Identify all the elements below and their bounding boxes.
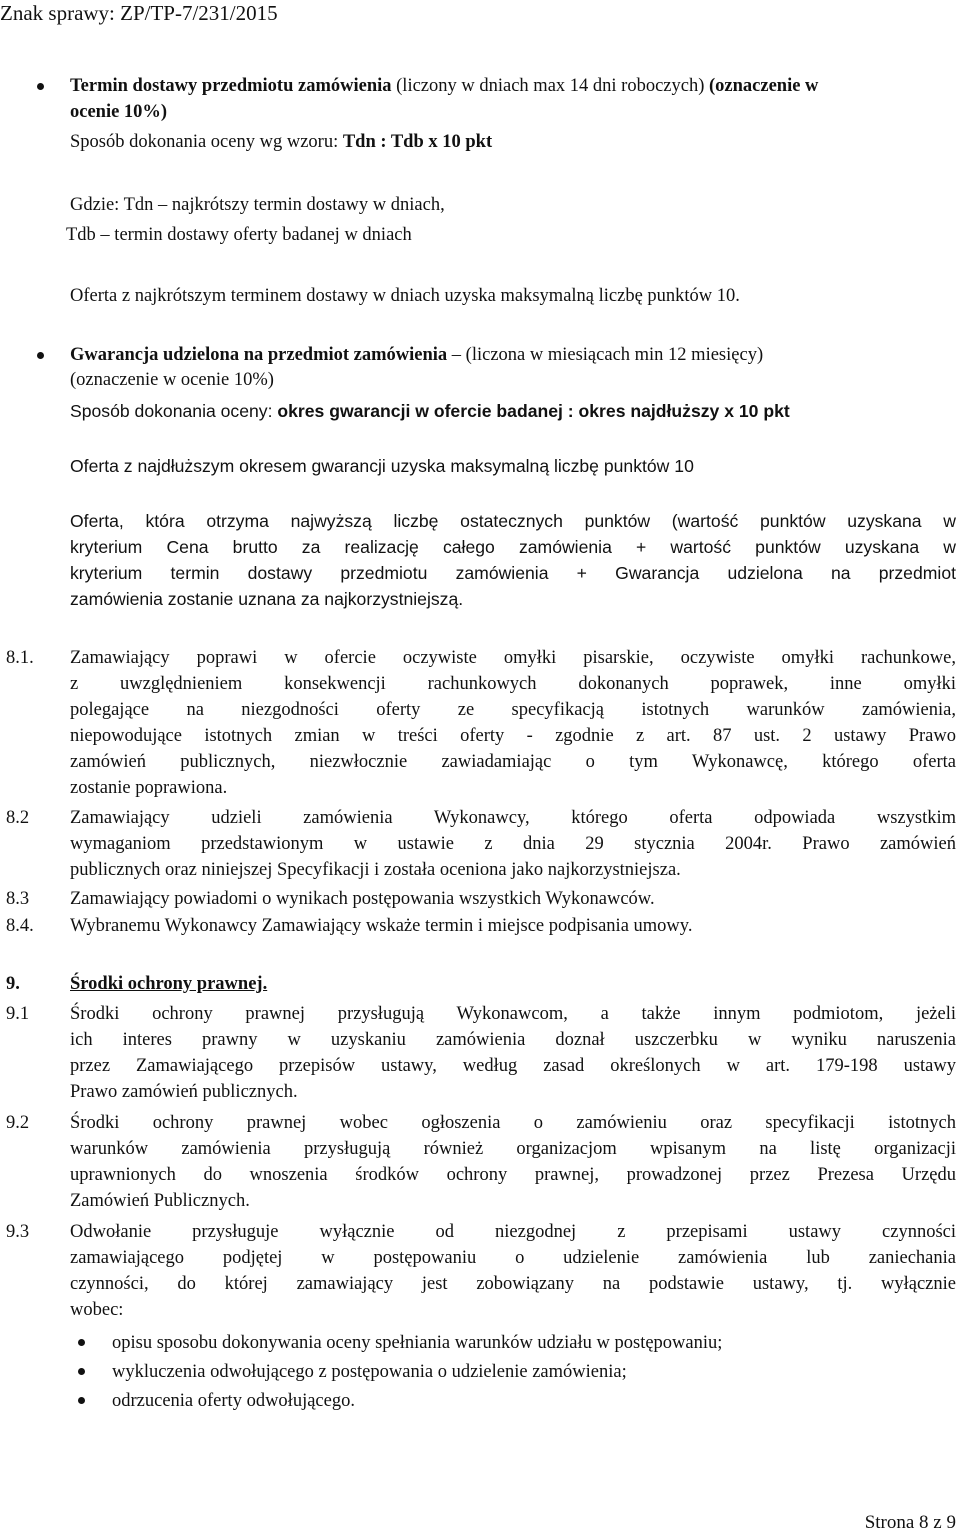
warranty-summary (70, 508, 956, 612)
item-line: wymaganiom przedstawionym w ustawie z dnia 29 stycznia 2004r. Prawo zamówień (70, 834, 956, 854)
item-line: uprawnionych do wnoszenia środków ochrony prawnej, prowadzonej przez Prezesa Urzędu (70, 1165, 956, 1185)
item-line: zamawiającego podjętej w postępowaniu o udzielenie zamówienia lub zaniechania (70, 1248, 956, 1268)
item-number: 9.2 (6, 1113, 30, 1133)
summary-line: kryterium termin dostawy przedmiotu zamówienia + Gwarancja udzielona na przedmiot (70, 563, 956, 583)
bullet-icon (78, 1339, 85, 1346)
bullet-icon (78, 1368, 85, 1375)
item-line: czynności, do której zamawiający jest zobowiązany na podstawie ustawy, tj. wyłącznie (70, 1274, 956, 1294)
item-9-2 (70, 1110, 956, 1214)
item-line: z uwzględnieniem konsekwencji rachunkowych dokonanych poprawek, inne omyłki (70, 674, 956, 694)
item-line: przez Zamawiającego przepisów ustawy, według zasad określonych w art. 179-198 ustawy (70, 1056, 956, 1076)
item-9-3 (70, 1219, 956, 1323)
item-line: zostanie poprawiona. (70, 778, 228, 798)
case-number: Znak sprawy: ZP/TP-7/231/2015 (0, 1, 278, 25)
bullet-icon (37, 352, 44, 359)
item-line: niepowodujące istotnych zmian w treści oferty - zgodnie z art. 87 ust. 2 ustawy Prawo (70, 726, 956, 746)
warranty-formula-prefix: Sposób dokonania oceny: (70, 401, 278, 421)
warranty-criterion-weight: (oznaczenie w ocenie 10%) (70, 370, 274, 390)
bullet-icon (78, 1397, 85, 1404)
item-line: zamówień publicznych, niezwłocznie zawiadamiając o tym Wykonawcę, którego oferta (70, 752, 956, 772)
delivery-note: Oferta z najkrótszym terminem dostawy w dniach uzyska maksymalną liczbę punktów 10. (70, 286, 740, 306)
item-9-1 (70, 1001, 956, 1105)
item-8-3: Zamawiający powiadomi o wynikach postępowania wszystkich Wykonawców. (70, 889, 655, 909)
list-item: opisu sposobu dokonywania oceny spełniania warunków udziału w postępowaniu; (112, 1333, 723, 1353)
warranty-criterion-title: Gwarancja udzielona na przedmiot zamówienia (70, 345, 448, 365)
delivery-criterion-weight-line2 (70, 99, 167, 125)
delivery-criterion-weight: (oznaczenie w (709, 76, 819, 96)
summary-line: zamówienia zostanie uznana za najkorzystniejszą. (70, 589, 464, 609)
delivery-where-2: Tdb – termin dostawy oferty badanej w dniach (66, 225, 412, 245)
item-line: Prawo zamówień publicznych. (70, 1082, 298, 1102)
item-line: Zamawiający udzieli zamówienia Wykonawcy, którego oferta odpowiada wszystkim (70, 808, 956, 828)
item-line: Zamówień Publicznych. (70, 1191, 250, 1211)
item-8-2 (70, 805, 956, 883)
item-line: Zamawiający poprawi w ofercie oczywiste omyłki pisarskie, oczywiste omyłki rachunkowe, (70, 648, 956, 668)
delivery-criterion-title-tail: (liczony w dniach max 14 dni roboczych) (391, 76, 709, 96)
section-9-title: Środki ochrony prawnej. (70, 974, 268, 994)
delivery-criterion-title-line (70, 73, 818, 99)
section-9-title-wrap (70, 971, 267, 997)
item-number: 9.1 (6, 1004, 30, 1024)
section-number (6, 971, 20, 997)
warranty-criterion-title-tail: – (liczona w miesiącach min 12 miesięcy) (447, 345, 764, 365)
item-line: ich interes prawny w uzyskaniu zamówienia doznał uszczerbku w wyniku naruszenia (70, 1030, 956, 1050)
warranty-note: Oferta z najdłuższym okresem gwarancji uzyska maksymalną liczbę punktów 10 (70, 456, 694, 476)
item-8-1 (70, 645, 956, 801)
item-line: publicznych oraz niniejszej Specyfikacji i została oceniona jako najkorzystniejsza. (70, 860, 681, 880)
list-item: odrzucenia oferty odwołującego. (112, 1391, 355, 1411)
delivery-formula: Tdn : Tdb x 10 pkt (342, 132, 493, 152)
item-8-4: Wybranemu Wykonawcy Zamawiający wskaże termin i miejsce podpisania umowy. (70, 916, 693, 936)
item-line: Środki ochrony prawnej przysługują Wykonawcom, a także innym podmiotom, jeżeli (70, 1004, 956, 1024)
summary-line: kryterium Cena brutto za realizację całego zamówienia + wartość punktów uzyskana w (70, 537, 956, 557)
item-line: wobec: (70, 1300, 124, 1320)
delivery-formula-line (70, 129, 492, 155)
item-number: 8.2 (6, 808, 30, 828)
delivery-criterion-weight-cont: ocenie 10%) (70, 102, 168, 122)
section-9-number: 9. (6, 974, 20, 994)
bullet-icon (37, 83, 44, 90)
item-line: Odwołanie przysługuje wyłącznie od niezgodnej z przepisami ustawy czynności (70, 1222, 956, 1242)
item-number: 8.1. (6, 648, 34, 668)
item-number: 8.4. (6, 916, 34, 936)
page-number: Strona 8 z 9 (864, 1512, 956, 1533)
warranty-formula: okres gwarancji w ofercie badanej : okres najdłuższy x 10 pkt (277, 401, 790, 421)
item-line: Środki ochrony prawnej wobec ogłoszenia o zamówieniu oraz specyfikacji istotnych (70, 1113, 956, 1133)
delivery-criterion-title: Termin dostawy przedmiotu zamówienia (70, 76, 392, 96)
item-line: polegające na niezgodności oferty ze specyfikacją istotnych warunków zamówienia, (70, 700, 956, 720)
delivery-where-1: Gdzie: Tdn – najkrótszy termin dostawy w dniach, (70, 195, 445, 215)
list-item: wykluczenia odwołującego z postępowania o udzielenie zamówienia; (112, 1362, 627, 1382)
summary-line: Oferta, która otrzyma najwyższą liczbę ostatecznych punktów (wartość punktów uzyskana w (70, 511, 956, 531)
item-number: 9.3 (6, 1222, 30, 1242)
item-number: 8.3 (6, 889, 30, 909)
warranty-formula-line (70, 398, 790, 424)
delivery-formula-prefix: Sposób dokonania oceny wg wzoru: (70, 132, 343, 152)
item-line: warunków zamówienia przysługują również organizacjom wpisanym na listę organizacji (70, 1139, 956, 1159)
warranty-criterion-title-line (70, 342, 763, 368)
